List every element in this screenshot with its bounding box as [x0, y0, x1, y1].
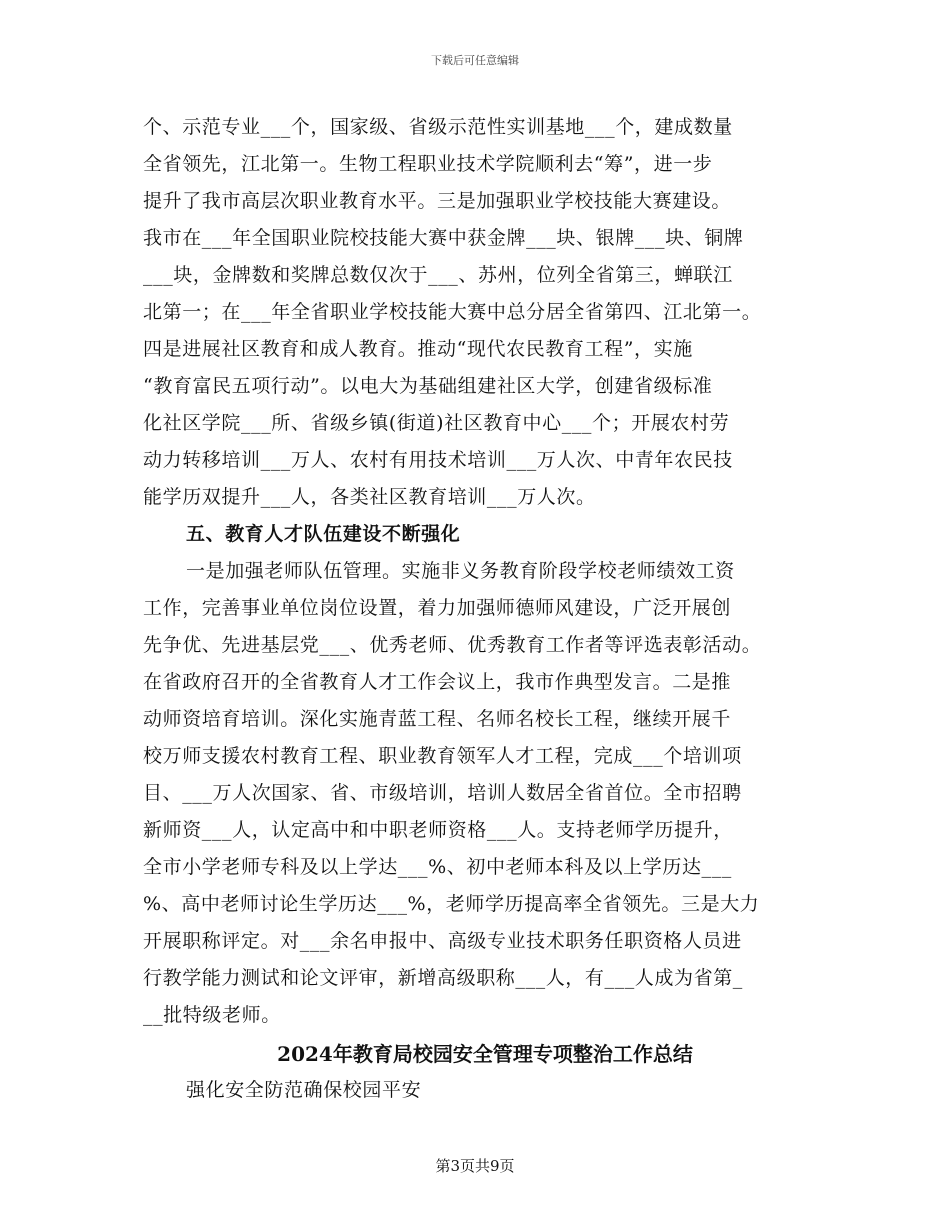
- text-line: “教育富民五项行动”。以电大为基础组建社区大学，创建省级标准: [143, 375, 713, 397]
- text-line: 北第一；在___年全省职业学校技能大赛中总分居全省第四、江北第一。: [143, 301, 762, 323]
- text-line: %、高中老师讨论生学历达___%，老师学历提高率全省领先。三是大力: [143, 893, 760, 915]
- page-footer: 第3页共9页: [435, 1157, 515, 1175]
- text-line: 动师资培育培训。深化实施青蓝工程、名师名校长工程，继续开展千: [143, 708, 732, 730]
- text-line: ___块，金牌数和奖牌总数仅次于___、苏州，位列全省第三，蝉联江: [143, 264, 733, 286]
- text-line: 我市在___年全国职业院校技能大赛中获金牌___块、银牌___块、铜牌: [143, 227, 744, 249]
- document-title: 2024年教育局校园安全管理专项整治工作总结: [277, 1042, 693, 1066]
- page-header: 下载后可任意编辑: [431, 54, 519, 67]
- text-line: 全省领先，江北第一。生物工程职业技术学院顺利去“筹”，进一步: [143, 153, 713, 175]
- document-subtitle: 强化安全防范确保校园平安: [186, 1079, 422, 1101]
- section-heading: 五、教育人才队伍建设不断强化: [186, 523, 461, 545]
- text-line: 先争优、先进基层党___、优秀老师、优秀教育工作者等评选表彰活动。: [143, 634, 762, 656]
- text-line: 工作，完善事业单位岗位设置，着力加强师德师风建设，广泛开展创: [143, 597, 732, 619]
- text-line: 个、示范专业___个，国家级、省级示范性实训基地___个，建成数量: [143, 116, 733, 138]
- text-line: 开展职称评定。对___余名申报中、高级专业技术职务任职资格人员进: [143, 930, 742, 952]
- text-line: 新师资___人，认定高中和中职老师资格___人。支持老师学历提升，: [143, 819, 733, 841]
- text-line: 化社区学院___所、省级乡镇(街道)社区教育中心___个；开展农村劳: [143, 412, 730, 434]
- text-line: 提升了我市高层次职业教育水平。三是加强职业学校技能大赛建设。: [143, 190, 732, 212]
- text-line: 全市小学老师专科及以上学达___%、初中老师本科及以上学历达___: [143, 856, 732, 878]
- text-line: 在省政府召开的全省教育人才工作会议上，我市作典型发言。二是推: [143, 671, 732, 693]
- text-line: 校万师支援农村教育工程、职业教育领军人才工程，完成___个培训项: [143, 745, 742, 767]
- text-line: 动力转移培训___万人、农村有用技术培训___万人次、中青年农民技: [143, 449, 733, 471]
- text-line: __批特级老师。: [143, 1004, 281, 1026]
- text-line: 目、___万人次国家、省、市级培训，培训人数居全省首位。全市招聘: [143, 782, 742, 804]
- text-line: 四是进展社区教育和成人教育。推动“现代农民教育工程”，实施: [143, 338, 693, 360]
- text-line: 行教学能力测试和论文评审，新增高级职称___人，有___人成为省第_: [143, 967, 743, 989]
- text-line: 一是加强老师队伍管理。实施非义务教育阶段学校老师绩效工资: [186, 560, 735, 582]
- text-line: 能学历双提升___人，各类社区教育培训___万人次。: [143, 486, 596, 508]
